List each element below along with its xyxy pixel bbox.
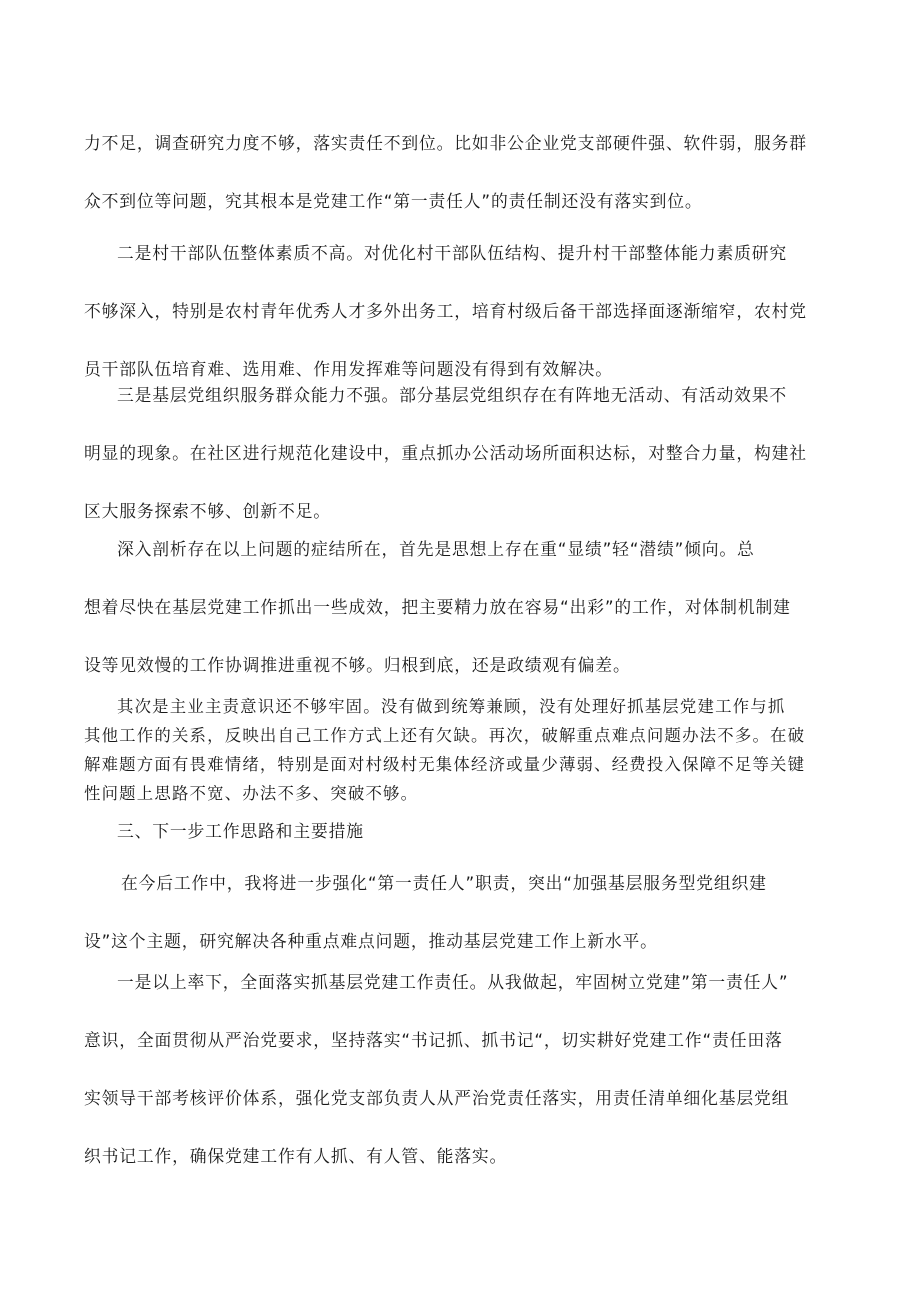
paragraph-responsibility xyxy=(84,133,854,249)
text-line: 想着尽快在基层党建工作抓出一些成效，把主要精力放在容易“出彩”的工作，对体制机制建 xyxy=(84,597,791,617)
text-line: 其次是主业主责意识还不够牢固。没有做到统筹兼顾，没有处理好抓基层党建工作与抓 xyxy=(117,697,786,716)
section-heading: 三、下一步工作思路和主要措施 xyxy=(117,821,364,841)
text-line: 三是基层党组织服务群众能力不强。部分基层党组织存在有阵地无活动、有活动效果不 xyxy=(117,385,787,405)
text-line: 设”这个主题，研究解决各种重点难点问题，推动基层党建工作上新水平。 xyxy=(84,931,658,951)
text-line: 其他工作的关系，反映出自己工作方式上还有欠缺。再次，破解重点难点问题办法不多。在破 xyxy=(84,726,806,745)
text-line: 设等见效慢的工作协调推进重视不够。归根到底，还是政绩观有偏差。 xyxy=(84,655,631,675)
text-line: 织书记工作，确保党建工作有人抓、有人管、能落实。 xyxy=(84,1146,508,1166)
text-line: 明显的现象。在社区进行规范化建设中，重点抓办公活动场所面积达标，对整合力量，构建社 xyxy=(84,443,807,463)
text-line: 性问题上思路不宽、办法不多、突破不够。 xyxy=(84,784,419,803)
text-line: 不够深入，特别是农村青年优秀人才多外出务工，培育村级后备干部选择面逐渐缩窄，农村党 xyxy=(84,301,807,321)
text-line: 意识，全面贯彻从严治党要求，坚持落实“书记抓、抓书记“，切实耕好党建工作“责任田落 xyxy=(84,1030,783,1050)
text-line: 力不足，调查研究力度不够，落实责任不到位。比如非公企业党支部硬件强、软件弱，服务群 xyxy=(84,133,807,153)
text-line: 在今后工作中，我将进一步强化“第一责任人”职责，突出“加强基层服务型党组织建 xyxy=(121,873,767,893)
section-heading-next-steps xyxy=(84,821,854,879)
text-line: 一是以上率下，全面落实抓基层党建工作责任。从我做起，牢固树立党建”第一责任人” xyxy=(117,972,789,992)
text-line: 解难题方面有畏难情绪，特别是面对村级村无集体经济或量少薄弱、经费投入保障不足等关键 xyxy=(84,755,806,774)
text-line: 众不到位等问题，究其根本是党建工作“第一责任人”的责任制还没有落实到位。 xyxy=(84,191,703,211)
paragraph-service-ability xyxy=(84,385,854,559)
text-line: 实领导干部考核评价体系，强化党支部负责人从严治党责任落实，用责任清单细化基层党组 xyxy=(84,1088,790,1108)
paragraph-root-cause xyxy=(84,539,854,713)
paragraph-main-duty xyxy=(84,697,854,813)
text-line: 二是村干部队伍整体素质不高。对优化村干部队伍结构、提升村干部整体能力素质研究 xyxy=(117,243,787,263)
paragraph-lead-by-example xyxy=(84,972,854,1204)
text-line: 员干部队伍培育难、选用难、作用发挥难等问题没有得到有效解决。 xyxy=(84,359,613,379)
text-line: 深入剖析存在以上问题的症结所在，首先是思想上存在重“显绩”轻“潜绩”倾向。总 xyxy=(117,539,755,559)
text-line: 区大服务探索不够、创新不足。 xyxy=(84,501,331,521)
